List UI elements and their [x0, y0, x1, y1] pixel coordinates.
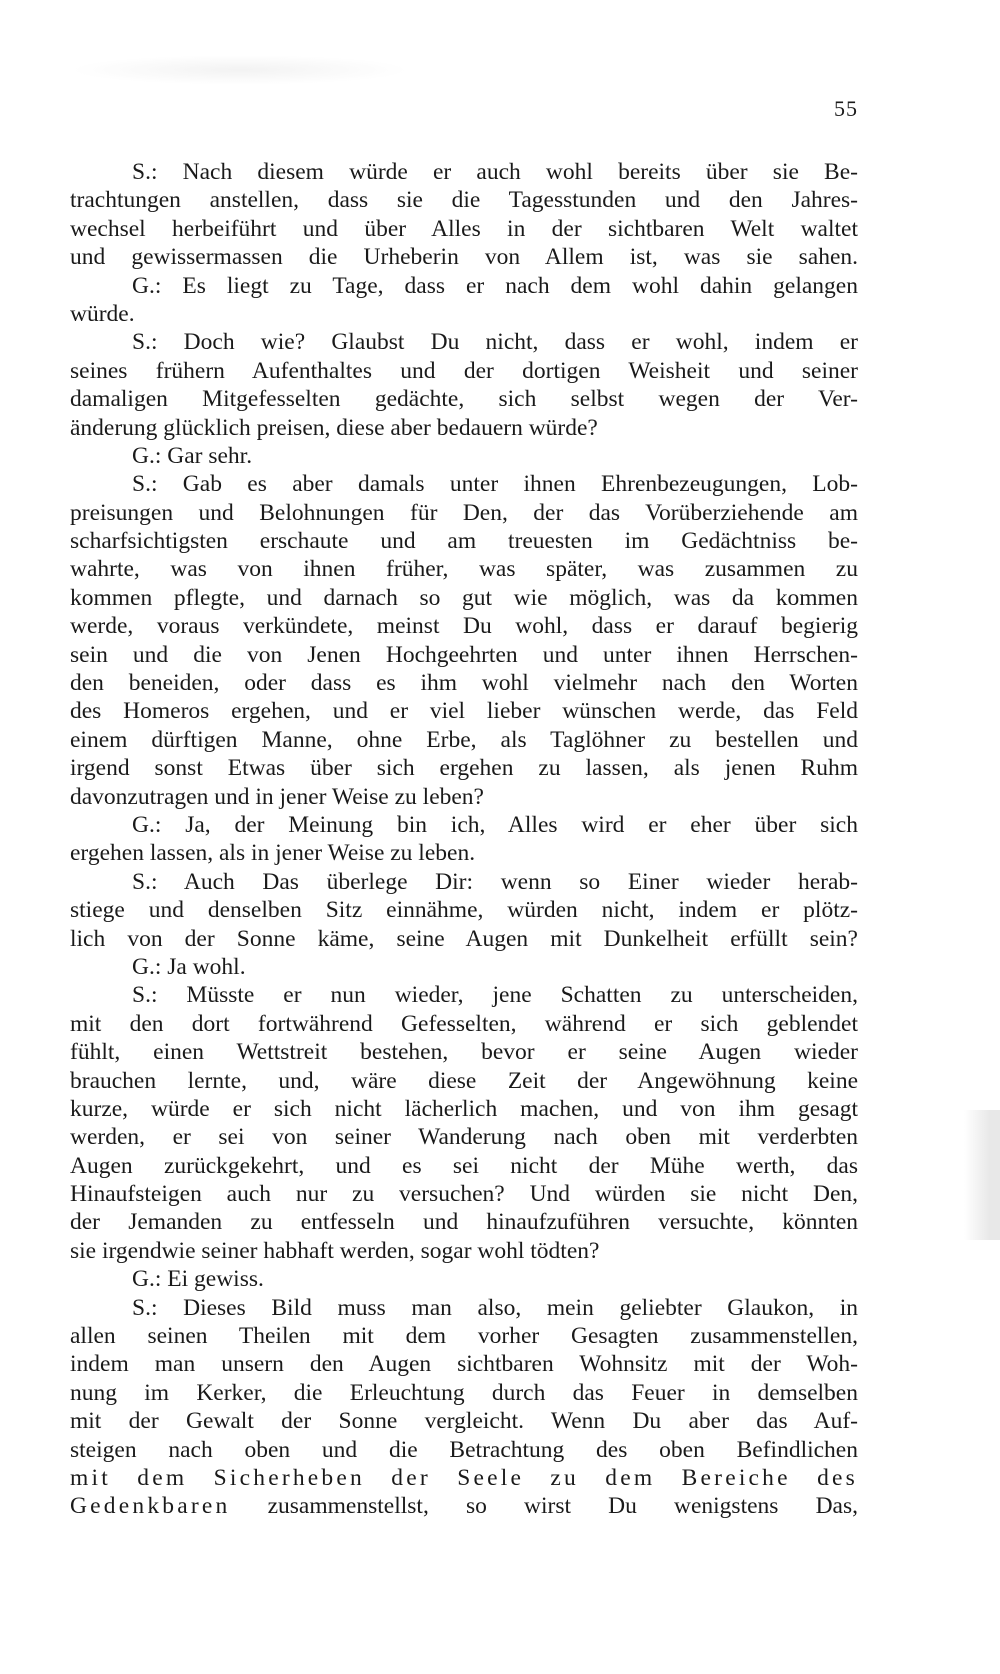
- text-line: S.: Nach diesem würde er auch wohl bereits über sie Be-: [132, 159, 858, 185]
- scan-smudge: [70, 55, 410, 85]
- text-line: mit der Gewalt der Sonne vergleicht. Wenn Du aber das Auf-: [70, 1408, 858, 1435]
- text-line: S.: Gab es aber damals unter ihnen Ehrenbezeugungen, Lob-: [132, 471, 858, 498]
- text-line: kommen pflegte, und darnach so gut wie möglich, was da kommen: [70, 584, 858, 611]
- text-line: wechsel herbeiführt und über Alles in der sichtbaren Welt waltet: [70, 215, 858, 242]
- text-line: sie irgendwie seiner habhaft werden, sogar wohl tödten?: [70, 1237, 600, 1264]
- text-line: S.: Auch Das überlege Dir: wenn so Einer wieder herab-: [132, 868, 858, 895]
- text-line: [70, 1492, 858, 1520]
- text-line: G.: Es liegt zu Tage, dass er nach dem wohl dahin gelangen: [132, 272, 858, 299]
- text-line: damaligen Mitgefesselten gedächte, sich selbst wegen der Ver-: [70, 386, 858, 413]
- page-number: 55: [834, 96, 858, 121]
- text-line-spaced: mit dem Sicherheben der Seele zu dem Bereiche des: [70, 1464, 858, 1491]
- text-line: ergehen lassen, als in jener Weise zu leben.: [70, 840, 476, 867]
- spaced-word: Gedenkbaren: [70, 1493, 231, 1520]
- text-line: der Jemanden zu entfesseln und hinaufzuführen versuchte, könnten: [70, 1209, 858, 1236]
- text-line: scharfsichtigsten erschaute und am treuesten im Gedächtniss be-: [70, 528, 858, 555]
- text-line: kurze, würde er sich nicht lächerlich machen, und von ihm gesagt: [70, 1095, 858, 1122]
- text-line: G.: Ja, der Meinung bin ich, Alles wird er eher über sich: [132, 811, 858, 838]
- text-line: änderung glücklich preisen, diese aber bedauern würde?: [70, 414, 598, 441]
- text-line: indem man unsern den Augen sichtbaren Wohnsitz mit der Woh-: [70, 1351, 858, 1378]
- text-line: Augen zurückgekehrt, und es sei nicht der Mühe werth, das: [70, 1152, 858, 1179]
- text-line: trachtungen anstellen, dass sie die Tagesstunden und den Jahres-: [70, 187, 858, 214]
- text-line: nung im Kerker, die Erleuchtung durch das Feuer in demselben: [70, 1379, 858, 1406]
- text-line: davonzutragen und in jener Weise zu leben?: [70, 783, 484, 810]
- text-line: G.: Ei gewiss.: [132, 1266, 264, 1293]
- text-line: fühlt, einen Wettstreit bestehen, bevor er seine Augen wieder: [70, 1039, 858, 1066]
- text-line: S.: Doch wie? Glaubst Du nicht, dass er wohl, indem er: [132, 329, 858, 356]
- text-line: stiege und denselben Sitz einnähme, würden nicht, indem er plötz-: [70, 897, 858, 924]
- text-line: S.: Dieses Bild muss man also, mein geliebter Glaukon, in: [132, 1294, 858, 1321]
- text-line: sein und die von Jenen Hochgeehrten und unter ihnen Herrschen-: [70, 641, 858, 668]
- page-edge-shadow: [964, 1110, 1000, 1240]
- text-line: allen seinen Theilen mit dem vorher Gesagten zusammenstellen,: [70, 1323, 858, 1350]
- text-line: werden, er sei von seiner Wanderung nach oben mit verderbten: [70, 1124, 858, 1151]
- text-line: seines frühern Aufenthaltes und der dortigen Weisheit und seiner: [70, 357, 858, 384]
- text-line: preisungen und Belohnungen für Den, der das Vorüberziehende am: [70, 499, 858, 526]
- text-line-tail: zusammenstellst, so wirst Du wenigstens Das,: [230, 1493, 858, 1520]
- text-line: brauchen lernte, und, wäre diese Zeit der Angewöhnung keine: [70, 1067, 858, 1094]
- text-line: mit den dort fortwährend Gefesselten, während er sich geblendet: [70, 1010, 858, 1037]
- text-line: und gewissermassen die Urheberin von Allem ist, was sie sahen.: [70, 244, 858, 271]
- body-text: [70, 158, 858, 1521]
- text-line: Hinaufsteigen auch nur zu versuchen? Und würden sie nicht Den,: [70, 1181, 858, 1208]
- text-line: wahrte, was von ihnen früher, was später, was zusammen zu: [70, 556, 858, 583]
- text-line: S.: Müsste er nun wieder, jene Schatten zu unterscheiden,: [132, 982, 858, 1009]
- text-line: des Homeros ergehen, und er viel lieber wünschen werde, das Feld: [70, 698, 858, 725]
- text-line: steigen nach oben und die Betrachtung des oben Befindlichen: [70, 1436, 858, 1463]
- text-line: G.: Ja wohl.: [132, 953, 246, 980]
- text-line: würde.: [70, 300, 135, 327]
- text-line: den beneiden, oder dass es ihm wohl vielmehr nach den Worten: [70, 670, 858, 697]
- text-line: werde, voraus verkündete, meinst Du wohl, dass er darauf begierig: [70, 613, 858, 640]
- text-line: irgend sonst Etwas über sich ergehen zu lassen, als jenen Ruhm: [70, 755, 858, 782]
- text-line: lich von der Sonne käme, seine Augen mit Dunkelheit erfüllt sein?: [70, 925, 858, 952]
- text-line: einem dürftigen Manne, ohne Erbe, als Taglöhner zu bestellen und: [70, 726, 858, 753]
- text-line: G.: Gar sehr.: [132, 442, 253, 469]
